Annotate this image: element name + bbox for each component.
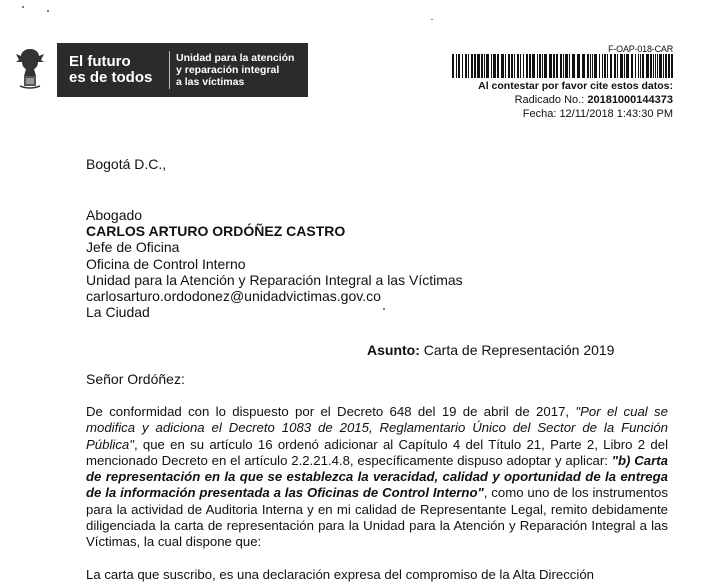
paragraph-text-3: , como uno de los instrumentos para la actividad de Auditoria Interna y en mi calidad de Representante Legal, remito debidamente diligenciada la carta de representación para la Unidad para la Atención y Reparación Integral a las Víctimas, la cual dispone que: xyxy=(86,485,668,550)
barcode-bar xyxy=(614,54,616,78)
recipient-office: Oficina de Control Interno xyxy=(86,255,246,272)
barcode-bar xyxy=(501,54,504,78)
barcode-bar xyxy=(544,54,547,78)
barcode-bar xyxy=(474,54,476,78)
scan-speck xyxy=(47,10,49,12)
barcode-bar xyxy=(620,54,623,78)
barcode-bar xyxy=(486,54,489,78)
barcode-bar xyxy=(511,54,513,78)
radicado-number: 20181000144373 xyxy=(587,94,673,106)
barcode-bar xyxy=(471,54,473,78)
barcode-bar xyxy=(607,54,608,78)
barcode-bar xyxy=(642,54,644,78)
recipient-block xyxy=(86,207,463,320)
fecha-line xyxy=(523,108,673,120)
barcode-bar xyxy=(668,54,670,78)
logo-slogan xyxy=(57,54,169,86)
barcode-bar xyxy=(631,54,633,78)
barcode-bar xyxy=(572,54,575,78)
barcode-bar xyxy=(653,54,654,78)
recipient-title: Abogado xyxy=(86,207,143,223)
scan-speck xyxy=(383,308,385,310)
barcode-bar xyxy=(514,54,515,78)
reply-note: Al contestar por favor cite estos datos: xyxy=(478,80,673,92)
barcode-bar xyxy=(646,54,649,78)
logo-divider xyxy=(169,51,170,89)
scan-speck xyxy=(431,19,433,20)
decree-title: "Por el cual se modifica y adiciona el Decreto 1083 de 2015, Reglamentario Único del Sector de la Función Pública" xyxy=(86,404,668,452)
barcode-bar xyxy=(497,54,499,78)
city-date: Bogotá D.C., xyxy=(86,156,167,172)
subject-line xyxy=(367,342,614,358)
barcode-bar xyxy=(569,54,570,78)
barcode-bar xyxy=(671,54,673,78)
barcode-bar xyxy=(539,54,541,78)
radicado-line xyxy=(515,94,673,106)
recipient-entity: Unidad para la Atención y Reparación Integral a las Víctimas xyxy=(86,271,463,288)
barcode-bar xyxy=(638,54,639,78)
scan-speck xyxy=(22,6,24,8)
barcode-bar xyxy=(563,54,564,78)
barcode-bar xyxy=(520,54,521,78)
form-code: F-OAP-018-CAR xyxy=(608,44,673,54)
barcode-bar xyxy=(582,54,585,78)
barcode-bar xyxy=(553,54,555,78)
barcode-bar xyxy=(665,54,667,78)
barcode-bar xyxy=(493,54,496,78)
barcode-bar xyxy=(560,54,562,78)
barcode-bar xyxy=(624,54,625,78)
logo-slogan-line1: El futuro xyxy=(69,53,131,70)
government-logo-banner xyxy=(57,43,308,97)
barcode-bar xyxy=(484,54,485,78)
barcode-bar xyxy=(587,54,589,78)
barcode-bar xyxy=(592,54,593,78)
barcode-bar xyxy=(590,54,591,78)
barcode-bar xyxy=(477,54,480,78)
salutation: Señor Ordóñez: xyxy=(86,371,185,387)
barcode-bar xyxy=(465,54,467,78)
barcode-bar xyxy=(556,54,558,78)
barcode-bar xyxy=(481,54,483,78)
fecha-value: 12/11/2018 1:43:30 PM xyxy=(559,108,673,120)
barcode-bar xyxy=(617,54,618,78)
barcode-bar xyxy=(635,54,636,78)
logo-entity-name xyxy=(176,52,294,88)
barcode-bar xyxy=(663,54,664,78)
barcode-bar xyxy=(505,54,506,78)
barcode-bar xyxy=(610,54,612,78)
subject-label: Asunto: xyxy=(367,342,420,358)
fecha-label: Fecha: xyxy=(522,108,557,120)
recipient-name: CARLOS ARTURO ORDÓÑEZ CASTRO xyxy=(86,223,346,240)
barcode-bar xyxy=(508,54,510,78)
recipient-email: carlosarturo.ordodonez@unidadvictimas.gov.co xyxy=(86,288,381,305)
barcode-bar xyxy=(517,54,519,78)
body-paragraph-2: La carta que suscribo, es una declaración expresa del compromiso de la Alta Dirección xyxy=(86,567,594,582)
barcode-bar xyxy=(602,54,603,78)
barcode-bar xyxy=(491,54,492,78)
barcode-bar xyxy=(458,54,460,78)
recipient-position: Jefe de Oficina xyxy=(86,239,180,256)
barcode-bar xyxy=(650,54,652,78)
decree-quote: "b) Carta de representación en la que se establezca la veracidad, calidad y oportunidad de la entrega de la información presentada a las Oficinas de Control Interno" xyxy=(86,452,668,501)
barcode-bar xyxy=(532,54,535,78)
barcode-bar xyxy=(655,54,656,78)
barcode-bar xyxy=(599,54,600,78)
barcode-bar xyxy=(604,54,606,78)
barcode-bar xyxy=(549,54,552,78)
barcode-bar xyxy=(526,54,528,78)
barcode-bar xyxy=(456,54,457,78)
barcode-bar xyxy=(577,54,580,78)
logo-entity-line1: Unidad para la atención xyxy=(176,52,295,64)
barcode-bar xyxy=(529,54,531,78)
barcode-bar xyxy=(468,54,469,78)
subject-value: Carta de Representación 2019 xyxy=(423,342,615,358)
colombia-crest-icon xyxy=(12,46,48,90)
barcode xyxy=(452,54,674,78)
recipient-location: La Ciudad xyxy=(86,304,150,321)
barcode-bar xyxy=(565,54,568,78)
barcode-bar xyxy=(537,54,538,78)
radicado-label: Radicado No.: xyxy=(514,94,585,106)
paragraph-text-2: , que en su artículo 16 ordenó adicionar al Capítulo 4 del Título 21, Parte 2, Libro 2 del mencionado Decreto en el artículo 2.2.21.4.8, específicamente dispuso adoptar y aplicar: xyxy=(86,436,668,468)
logo-entity-line2: y reparación integral xyxy=(176,64,280,76)
body-paragraph xyxy=(86,404,668,551)
barcode-bar xyxy=(452,54,454,78)
barcode-bar xyxy=(542,54,543,78)
barcode-bar xyxy=(523,54,524,78)
logo-slogan-line2: es de todos xyxy=(69,69,153,86)
paragraph-text-1: De conformidad con lo dispuesto por el Decreto 648 del 19 de abril de 2017, xyxy=(86,404,576,419)
barcode-bar xyxy=(462,54,463,78)
barcode-bar xyxy=(626,54,629,78)
barcode-bar xyxy=(594,54,597,78)
barcode-bar xyxy=(659,54,662,78)
logo-entity-line3: a las víctimas xyxy=(176,76,245,88)
barcode-bar xyxy=(640,54,641,78)
barcode-bar xyxy=(657,54,658,78)
